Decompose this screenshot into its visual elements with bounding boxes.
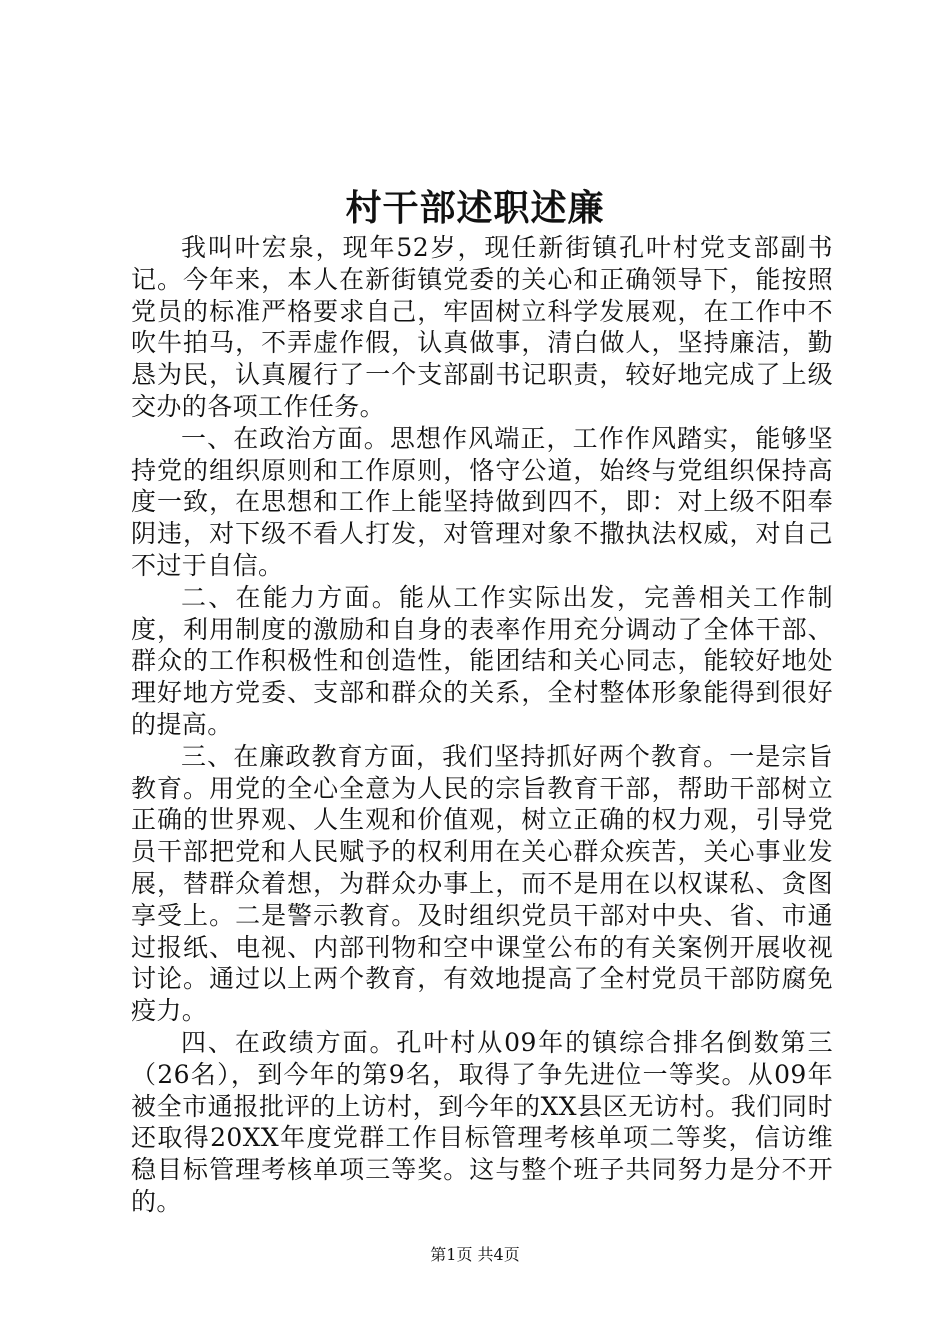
paragraph-intro: 我叫叶宏泉，现年52岁，现任新街镇孔叶村党支部副书记。今年来，本人在新街镇党委的关心和正确领导下，能按照党员的标准严格要求自己，牢固树立科学发展观，在工作中不吹牛拍马，不弄虚作假，认真做事，清白做人，坚持廉洁，勤恳为民，认真履行了一个支部副书记职责，较好地完成了上级交办的各项工作任务。	[131, 233, 833, 421]
paragraph-ability: 二、在能力方面。能从工作实际出发，完善相关工作制度，利用制度的激励和自身的表率作用充分调动了全体干部、群众的工作积极性和创造性，能团结和关心同志，能较好地处理好地方党委、支部和群众的关系，全村整体形象能得到很好的提高。	[131, 582, 833, 739]
paragraph-politics: 一、在政治方面。思想作风端正，工作作风踏实，能够坚持党的组织原则和工作原则，恪守公道，始终与党组织保持高度一致，在思想和工作上能坚持做到四不，即：对上级不阳奉阴违，对下级不看人打发，对管理对象不撒执法权威，对自己不过于自信。	[131, 423, 833, 580]
document-title: 村干部述职述廉	[345, 187, 605, 229]
document-body	[131, 232, 833, 1218]
page-footer: 第1页 共4页	[430, 1245, 520, 1264]
paragraph-integrity-education: 三、在廉政教育方面，我们坚持抓好两个教育。一是宗旨教育。用党的全心全意为人民的宗旨教育干部，帮助干部树立正确的世界观、人生观和价值观，树立正确的权力观，引导党员干部把党和人民赋予的权利用在关心群众疾苦，关心事业发展，替群众着想，为群众办事上，而不是用在以权谋私、贪图享受上。二是警示教育。及时组织党员干部对中央、省、市通过报纸、电视、内部刊物和空中课堂公布的有关案例开展收视讨论。通过以上两个教育，有效地提高了全村党员干部防腐免疫力。	[131, 741, 833, 1026]
paragraph-achievements: 四、在政绩方面。孔叶村从09年的镇综合排名倒数第三（26名），到今年的第9名，取得了争先进位一等奖。从09年被全市通报批评的上访村，到今年的XX县区无访村。我们同时还取得20XX年度党群工作目标管理考核单项二等奖，信访维稳目标管理考核单项三等奖。这与整个班子共同努力是分不开的。	[131, 1027, 833, 1216]
